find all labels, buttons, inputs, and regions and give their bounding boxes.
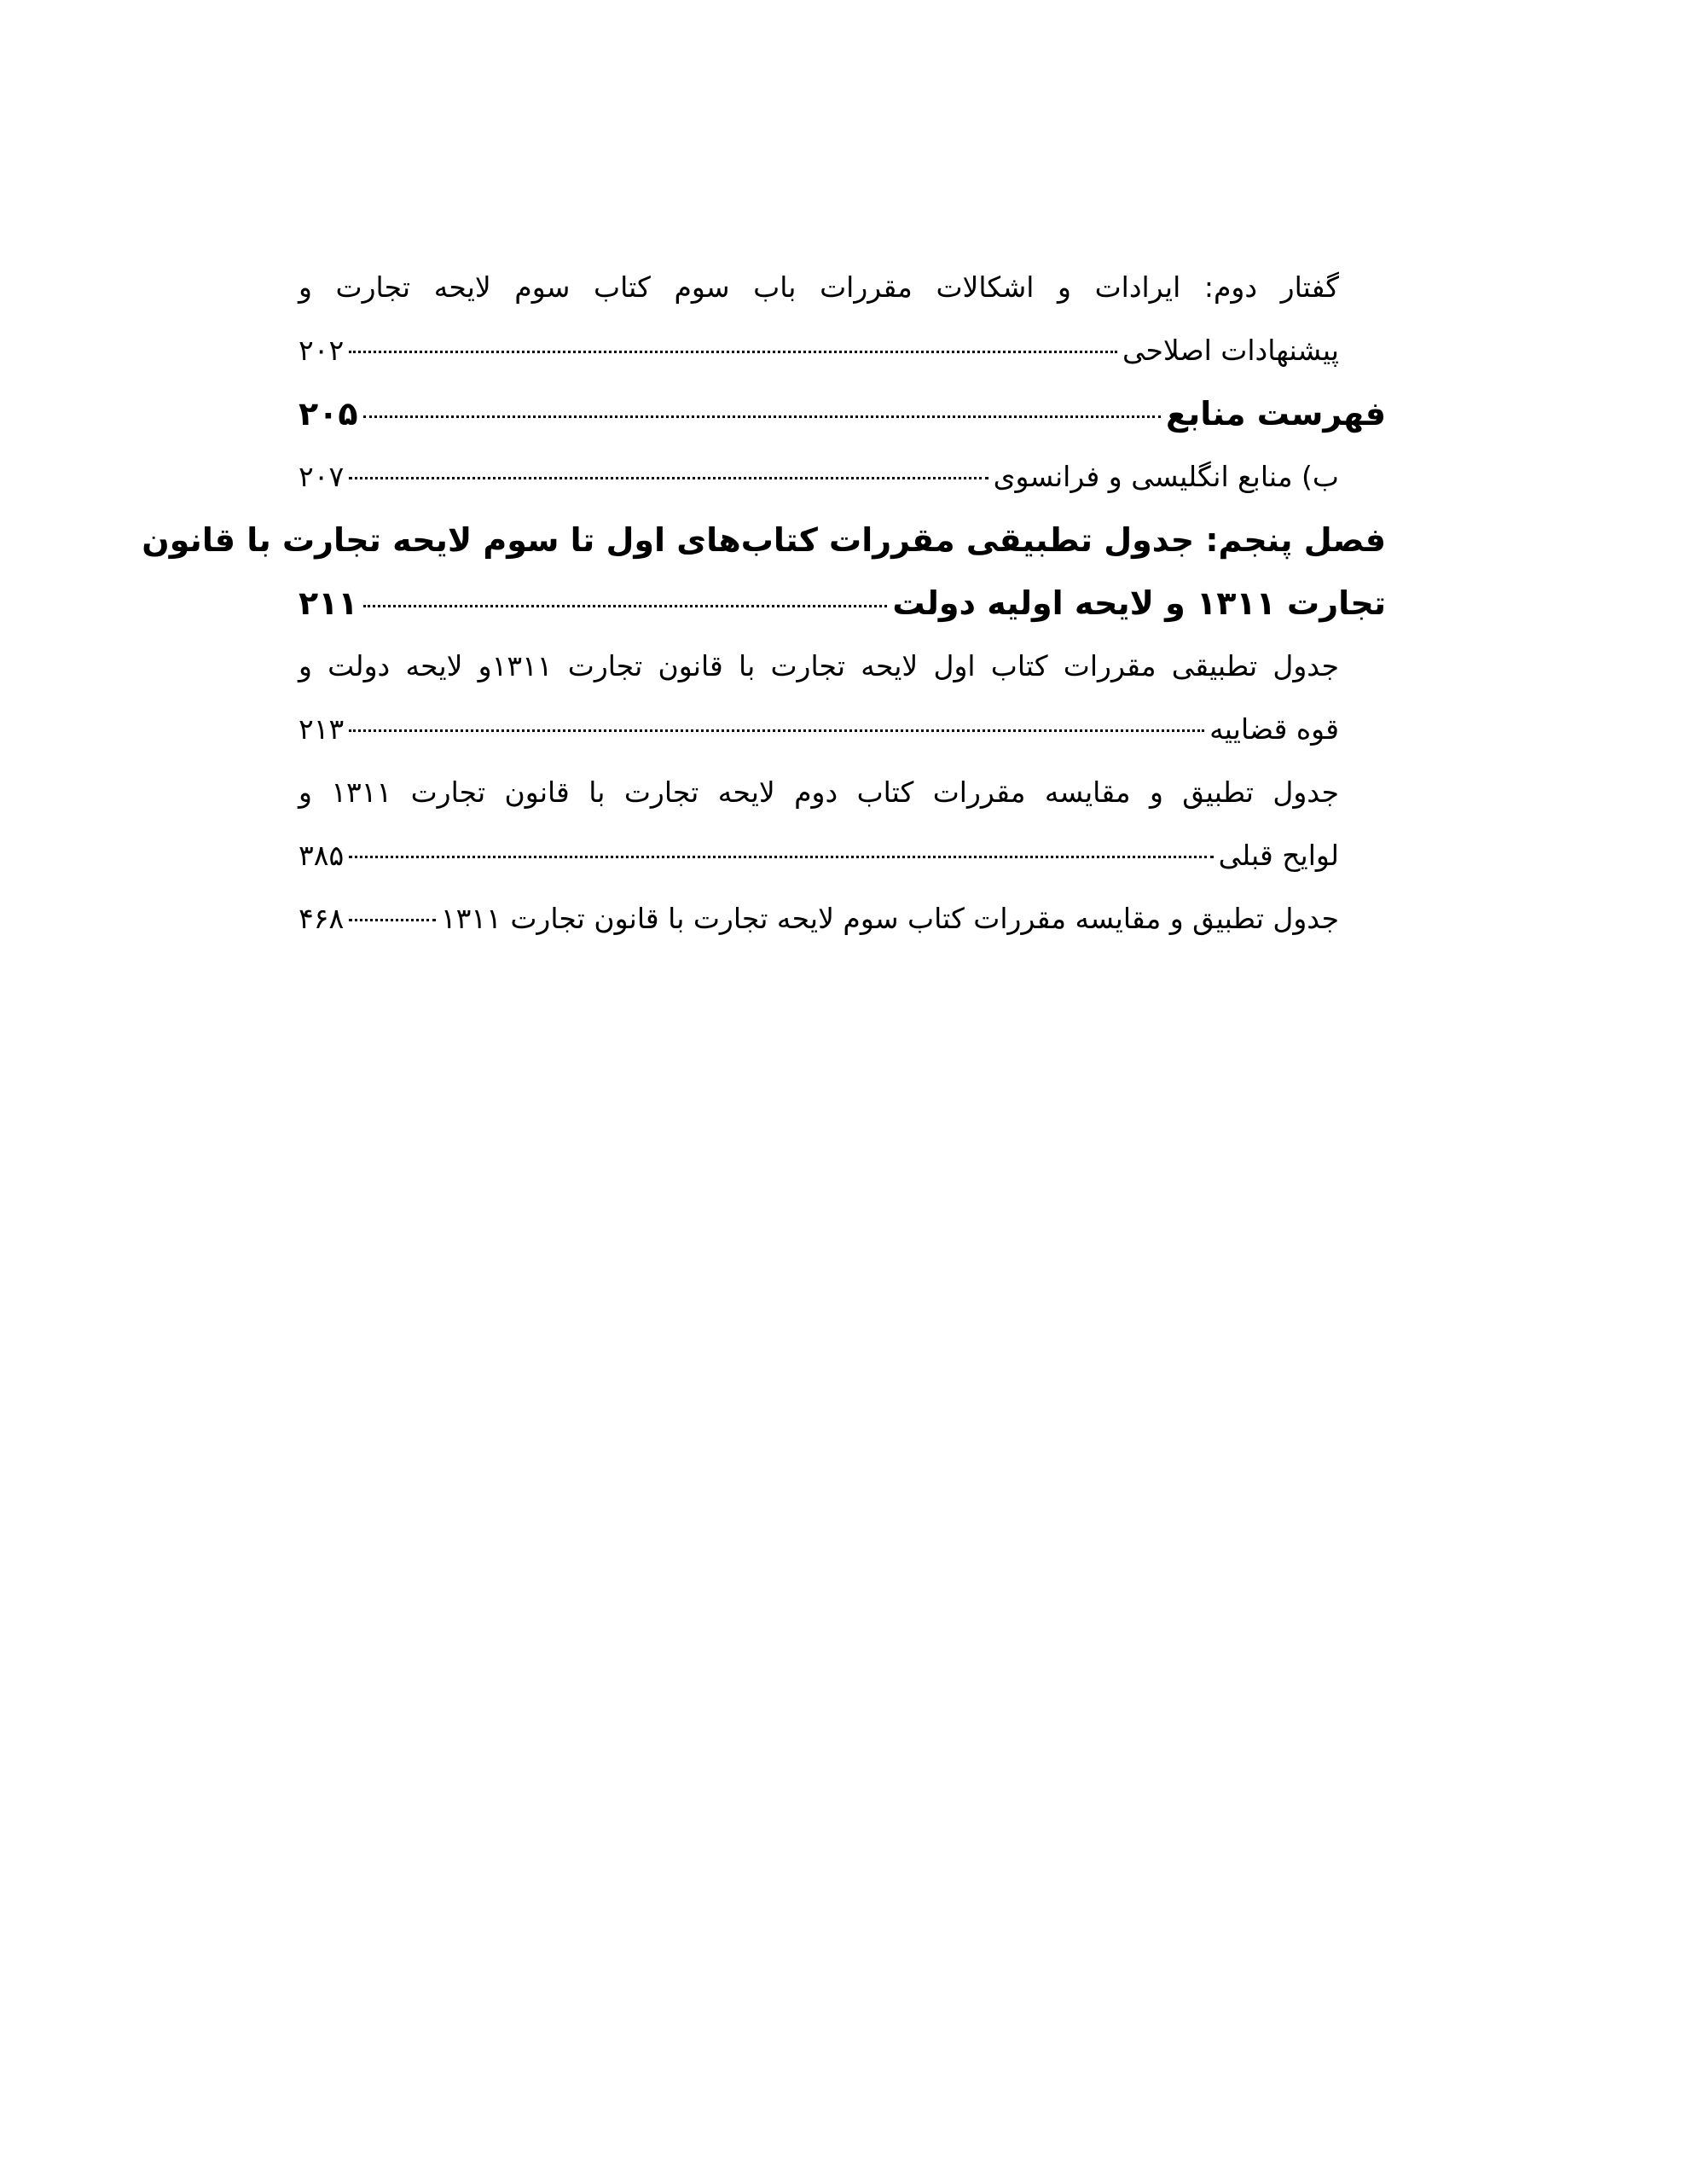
toc-entry-title-line: ب) منابع انگلیسی و فرانسوی bbox=[993, 460, 1339, 493]
toc-entry-title-line: فهرست منابع bbox=[1166, 395, 1386, 433]
toc-entry-fehrest-manabe[interactable] bbox=[299, 382, 1386, 445]
toc-entry-jadval-aval[interactable] bbox=[299, 635, 1386, 761]
toc-entry-title-line: قوه قضاییه bbox=[1209, 712, 1339, 746]
toc-page-number: ۲۰۲ bbox=[299, 334, 345, 367]
dot-leader bbox=[349, 350, 1117, 353]
toc-entry-title-line: فصل پنجم: جدول تطبیقی مقررات کتاب‌های اول تا سوم لایحه تجارت با قانون bbox=[142, 521, 1386, 559]
toc-entry-title-line: تجارت ۱۳۱۱ و لایحه اولیه دولت bbox=[892, 584, 1386, 622]
toc-entry-title-line: جدول تطبیق و مقایسه مقررات کتاب دوم لایحه تجارت با قانون تجارت ۱۳۱۱ و bbox=[299, 775, 1339, 809]
dot-leader bbox=[349, 729, 1204, 732]
toc-entry-fasl-panjom[interactable] bbox=[142, 508, 1386, 635]
toc-entry-jadval-sevom[interactable] bbox=[299, 887, 1386, 950]
toc-page-number: ۲۱۱ bbox=[299, 584, 358, 622]
dot-leader bbox=[349, 476, 988, 479]
toc-entry-title-line: پیشنهادات اصلاحی bbox=[1122, 334, 1339, 367]
toc-page-number: ۲۰۵ bbox=[299, 395, 358, 433]
dot-leader bbox=[363, 415, 1161, 418]
toc-page-number: ۴۶۸ bbox=[299, 902, 345, 935]
table-of-contents bbox=[142, 256, 1386, 950]
dot-leader bbox=[363, 604, 888, 607]
toc-entry-title-line: گفتار دوم: ایرادات و اشکالات مقررات باب سوم کتاب سوم لایحه تجارت و bbox=[299, 270, 1339, 304]
toc-page-number: ۲۱۳ bbox=[299, 712, 345, 746]
toc-entry-gofter-dovom[interactable] bbox=[299, 256, 1386, 382]
toc-entry-title-line: جدول تطبیق و مقایسه مقررات کتاب سوم لایحه تجارت با قانون تجارت ۱۳۱۱ bbox=[440, 902, 1339, 935]
toc-entry-title-line: لوایح قبلی bbox=[1218, 839, 1339, 872]
dot-leader bbox=[349, 918, 436, 921]
toc-page-number: ۳۸۵ bbox=[299, 839, 345, 872]
toc-entry-title-line: جدول تطبیقی مقررات کتاب اول لایحه تجارت با قانون تجارت ۱۳۱۱و لایحه دولت و bbox=[299, 649, 1339, 682]
toc-page-number: ۲۰۷ bbox=[299, 460, 345, 493]
toc-entry-jadval-dovom[interactable] bbox=[299, 761, 1386, 887]
dot-leader bbox=[349, 855, 1213, 858]
toc-entry-manabe-englisi[interactable] bbox=[299, 445, 1386, 508]
